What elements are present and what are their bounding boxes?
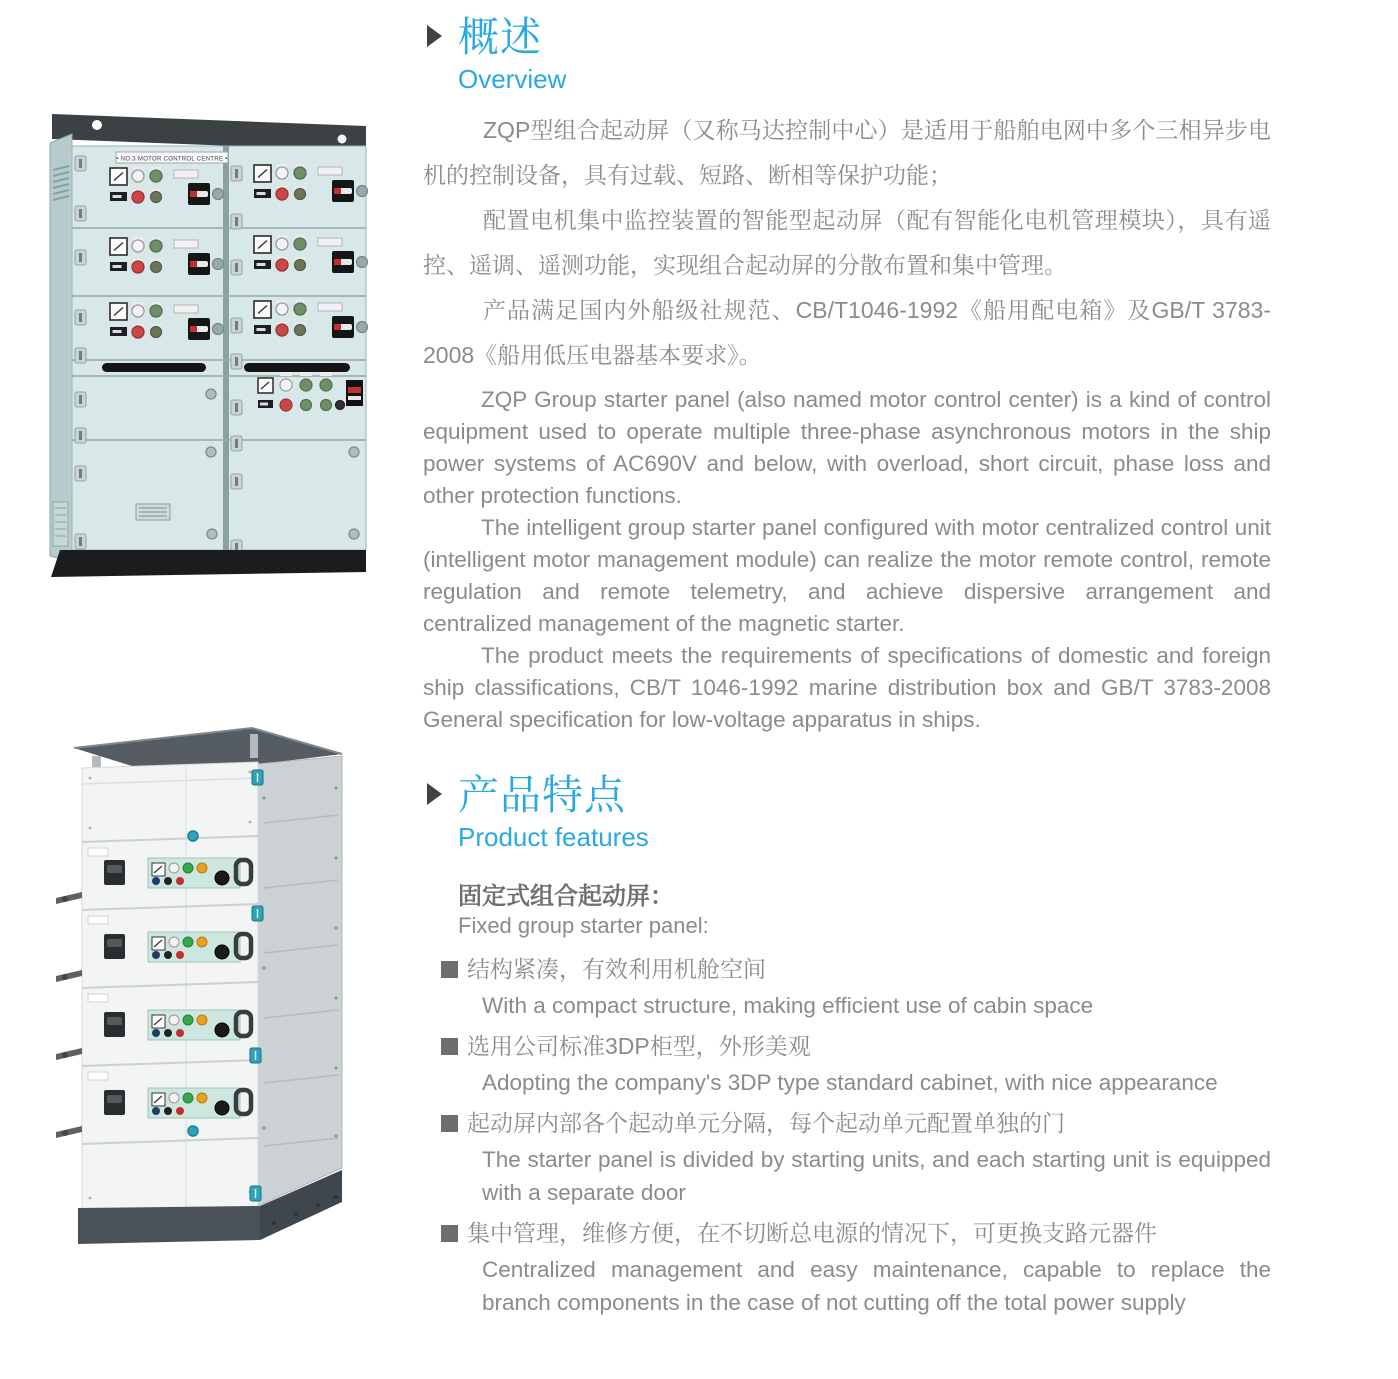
feature-en-text: With a compact structure, making efficient use of cabin space	[482, 993, 1094, 1018]
product-photo-front	[44, 110, 370, 580]
product-photo-3d	[56, 718, 348, 1250]
bullet-square-icon	[441, 1115, 458, 1132]
bullet-square-icon	[441, 1038, 458, 1055]
overview-paragraphs	[423, 108, 1271, 736]
feature-cn-text: 集中管理，维修方便，在不切断总电源的情况下，可更换支路元器件	[467, 1220, 1157, 1246]
door-handle-bar	[244, 363, 350, 372]
cabinet-side-face	[258, 756, 342, 1206]
feature-cn-line	[441, 1028, 1271, 1065]
features-subtitle-cn: 固定式组合起动屏：	[458, 883, 674, 910]
feature-en-text: Adopting the company's 3DP type standard cabinet, with nice appearance	[482, 1070, 1218, 1095]
feature-cn-line	[441, 1215, 1271, 1252]
paragraph-en: The intelligent group starter panel configured with motor centralized control unit (intelligent motor management module) can realize the motor remote control, remote regulation and remote telemetry, and achieve dispersive arrangement and centralized management of the magnetic starter.	[423, 515, 1271, 636]
section-marker-triangle-icon	[427, 783, 442, 805]
cabinet-front-face	[82, 762, 258, 1214]
bullet-square-icon	[441, 961, 458, 978]
cabinet-title-plate	[116, 152, 228, 163]
paragraph-en: ZQP Group starter panel (also named motor control center) is a kind of control equipment used to operate multiple three-phase asynchronous motors in the ship power systems of AC690V and below, with overload, short circuit, phase loss and other protection functions.	[423, 387, 1271, 508]
feature-cn-text: 结构紧凑，有效利用机舱空间	[467, 956, 766, 982]
overview-title-cn: 概述	[458, 14, 542, 60]
feature-cn-text: 选用公司标准3DP柜型，外形美观	[467, 1033, 811, 1059]
feature-en-text: Centralized management and easy maintenance, capable to replace the branch components in the case of not cutting off the total power supply	[482, 1257, 1271, 1315]
feature-item	[441, 1215, 1271, 1319]
features-heading	[423, 772, 1271, 818]
features-subtitle-en: Fixed group starter panel:	[458, 913, 709, 938]
door-handle-bar	[102, 363, 206, 372]
features-title-en: Product features	[458, 822, 649, 852]
feature-cn-line	[441, 1105, 1271, 1142]
section-overview	[423, 14, 1271, 736]
cabinet-side-panel	[50, 134, 72, 562]
cabinet-3d-illustration	[56, 718, 348, 1250]
feature-item	[441, 951, 1271, 1022]
overview-heading	[423, 14, 1271, 60]
section-product-features	[423, 772, 1271, 1325]
cabinet-plinth	[51, 550, 366, 577]
paragraph-en: The product meets the requirements of specifications of domestic and foreign ship classifications, CB/T 1046-1992 marine distribution box and GB/T 3783-2008 General specification for low-voltage apparatus in ships.	[423, 643, 1271, 732]
paragraph-cn: 产品满足国内外船级社规范、CB/T1046-1992《船用配电箱》及GB/T 3783-2008《船用低压电器基本要求》。	[423, 297, 1271, 368]
paragraph-cn: 配置电机集中监控装置的智能型起动屏（配有智能化电机管理模块），具有遥控、遥调、遥测功能，实现组合起动屏的分散布置和集中管理。	[423, 207, 1271, 278]
feature-en-text: The starter panel is divided by starting units, and each starting unit is equipped with a separate door	[482, 1147, 1271, 1205]
cabinet-title-plate-text: • NO.3 MOTOR CONTROL CENTRE •	[116, 156, 228, 163]
feature-cn-text: 起动屏内部各个起动单元分隔，每个起动单元配置单独的门	[467, 1110, 1065, 1136]
bullet-square-icon	[441, 1225, 458, 1242]
feature-item	[441, 1028, 1271, 1099]
cabinet-front-illustration	[44, 110, 370, 580]
section-marker-triangle-icon	[427, 25, 442, 47]
features-title-cn: 产品特点	[458, 772, 626, 818]
overview-title-en: Overview	[458, 64, 567, 94]
cabinet-top-rail	[52, 114, 366, 151]
paragraph-cn: ZQP型组合起动屏（又称马达控制中心）是适用于船舶电网中多个三相异步电机的控制设备，具有过载、短路、断相等保护功能；	[423, 117, 1271, 188]
feature-item	[441, 1105, 1271, 1209]
rating-plate	[136, 504, 170, 520]
cabinet-front-doors	[72, 146, 366, 550]
feature-cn-line	[441, 951, 1271, 988]
text-column	[423, 14, 1271, 1364]
